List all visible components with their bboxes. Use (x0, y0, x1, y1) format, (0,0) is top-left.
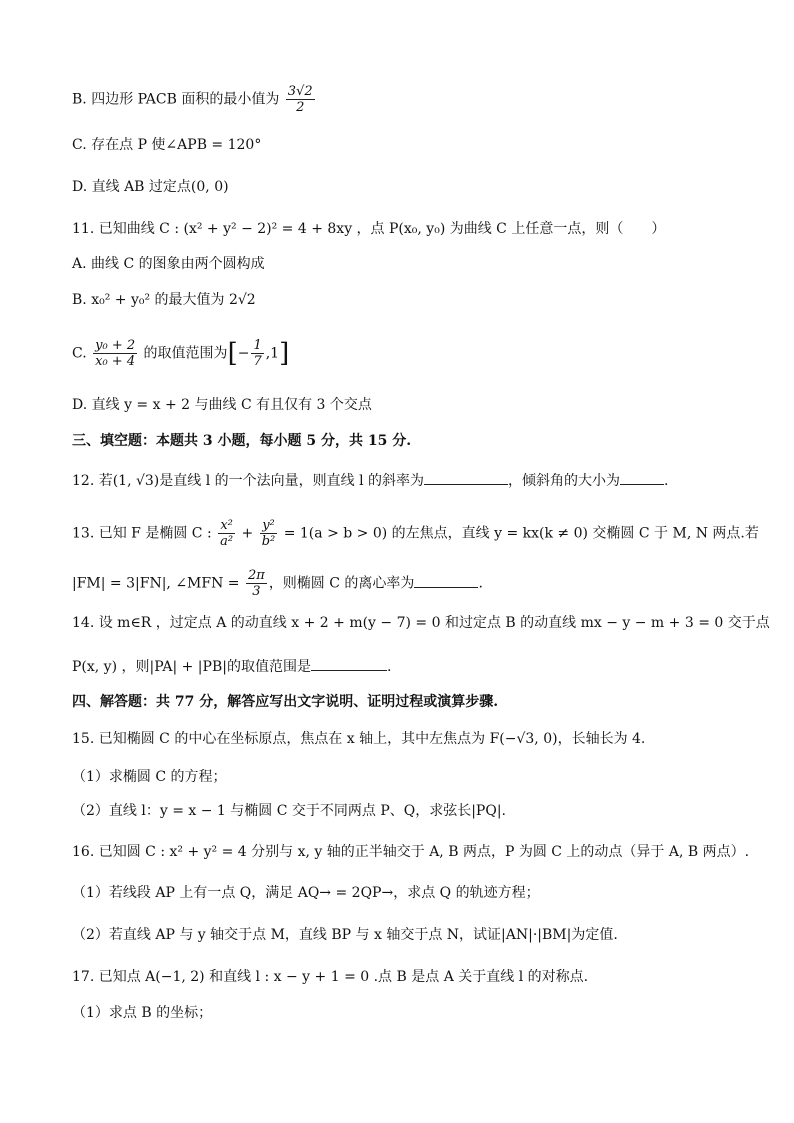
q11c-right-bracket: ] (279, 338, 290, 369)
question-14: 14. 设 m∈R ，过定点 A 的动直线 x + 2 + m(y − 7) = 0 和过定点 B 的动直线 mx − y − m + 3 = 0 交于点 (72, 615, 770, 631)
q13-text-d: ，则椭圆 C 的离心率为 (268, 575, 415, 592)
q11c-minus: − (237, 345, 250, 362)
q13-f3-num: 2π (247, 568, 265, 583)
q10-option-d: D. 直线 AB 过定点(0, 0) (72, 179, 229, 195)
q15-part-2: （2）直线 l：y = x − 1 与椭圆 C 交于不同两点 P、Q，求弦长|PQ|. (72, 803, 506, 819)
q13-text-a: 13. 已知 F 是椭圆 C : (72, 525, 217, 542)
q10b-den: 2 (296, 100, 305, 115)
question-15: 15. 已知椭圆 C 的中心在坐标原点，焦点在 x 轴上，其中左焦点为 F(−√3, 0)，长轴长为 4. (72, 731, 646, 747)
q12-text-c: . (664, 473, 669, 489)
q13-fraction-angle (246, 568, 267, 599)
q16-part-2: （2）若直线 AP 与 y 轴交于点 M，直线 BP 与 x 轴交于点 N，试证|AN|·|BM|为定值. (72, 927, 618, 943)
q10b-text: B. 四边形 PACB 面积的最小值为 (72, 91, 284, 108)
q13-text-e: . (478, 575, 483, 592)
q13-text-c: |FM| = 3|FN|, ∠MFN = (72, 575, 244, 592)
q13-f3-den: 3 (252, 584, 261, 599)
q11-option-c (72, 338, 289, 369)
q17-part-1: （1）求点 B 的坐标； (72, 1005, 213, 1021)
q11c-fraction (93, 338, 137, 369)
q11c-num: y₀ + 2 (95, 338, 136, 353)
q13-f2-den: b² (261, 534, 276, 549)
q12-text-a: 12. 若(1, √3)是直线 l 的一个法向量，则直线 l 的斜率为 (72, 473, 425, 489)
q14-text-b: P(x, y) ，则|PA| + |PB|的取值范围是 (72, 659, 311, 675)
q11c-mid: 的取值范围为 (139, 345, 228, 362)
q13-f1-den: a² (220, 534, 234, 549)
q13-fraction-y (260, 518, 278, 549)
q11c-range-fraction (251, 338, 263, 369)
q12-blank-angle (620, 470, 664, 485)
question-13 (72, 518, 759, 549)
q11-option-a: A. 曲线 C 的图象由两个圆构成 (72, 256, 265, 272)
q13-fraction-x (218, 518, 235, 549)
q13-f2-num: y² (260, 518, 278, 534)
q10b-num: 3√2 (287, 84, 313, 99)
question-13-cont (72, 568, 483, 599)
q16-part-1: （1）若线段 AP 上有一点 Q，满足 AQ→ = 2QP→，求点 Q 的轨迹方程； (72, 885, 540, 901)
section-4-heading: 四、解答题：共 77 分，解答应写出文字说明、证明过程或演算步骤. (72, 694, 499, 710)
q10-option-b (72, 84, 317, 115)
question-12 (72, 470, 668, 490)
q11c-range-den: 7 (253, 354, 262, 369)
q10-option-c: C. 存在点 P 使∠APB = 120° (72, 137, 262, 153)
q15-part-1: （1）求椭圆 C 的方程； (72, 769, 227, 785)
q12-blank-slope (424, 470, 508, 485)
q14-blank (311, 656, 387, 671)
q11c-range-num: 1 (253, 338, 262, 353)
section-3-heading: 三、填空题：本题共 3 小题，每小题 5 分，共 15 分. (72, 433, 412, 449)
q13-blank (414, 573, 478, 588)
question-11: 11. 已知曲线 C : (x² + y² − 2)² = 4 + 8xy ，点 P(x₀, y₀) 为曲线 C 上任意一点，则（ ） (72, 221, 666, 237)
q12-text-b: ，倾斜角的大小为 (508, 473, 621, 489)
q10b-fraction (286, 84, 315, 115)
q11c-range-right: ,1 (265, 345, 280, 362)
q11c-den: x₀ + 4 (95, 354, 136, 369)
q11-option-b: B. x₀² + y₀² 的最大值为 2√2 (72, 292, 256, 308)
q11c-left-bracket: [ (227, 338, 238, 369)
q13-plus: + (237, 525, 258, 542)
q14-text-c: . (386, 659, 392, 675)
q13-text-b: = 1(a > b > 0) 的左焦点，直线 y = kx(k ≠ 0) 交椭圆 C 于 M, N 两点.若 (279, 525, 759, 542)
q11-option-d: D. 直线 y = x + 2 与曲线 C 有且仅有 3 个交点 (72, 397, 372, 413)
question-14-cont (72, 656, 391, 676)
question-17: 17. 已知点 A(−1, 2) 和直线 l : x − y + 1 = 0 .点 B 是点 A 关于直线 l 的对称点. (72, 969, 589, 985)
q11c-prefix: C. (72, 345, 92, 362)
question-16: 16. 已知圆 C : x² + y² = 4 分别与 x, y 轴的正半轴交于 A, B 两点，P 为圆 C 上的动点（异于 A, B 两点）. (72, 844, 750, 860)
q13-f1-num: x² (218, 518, 235, 534)
